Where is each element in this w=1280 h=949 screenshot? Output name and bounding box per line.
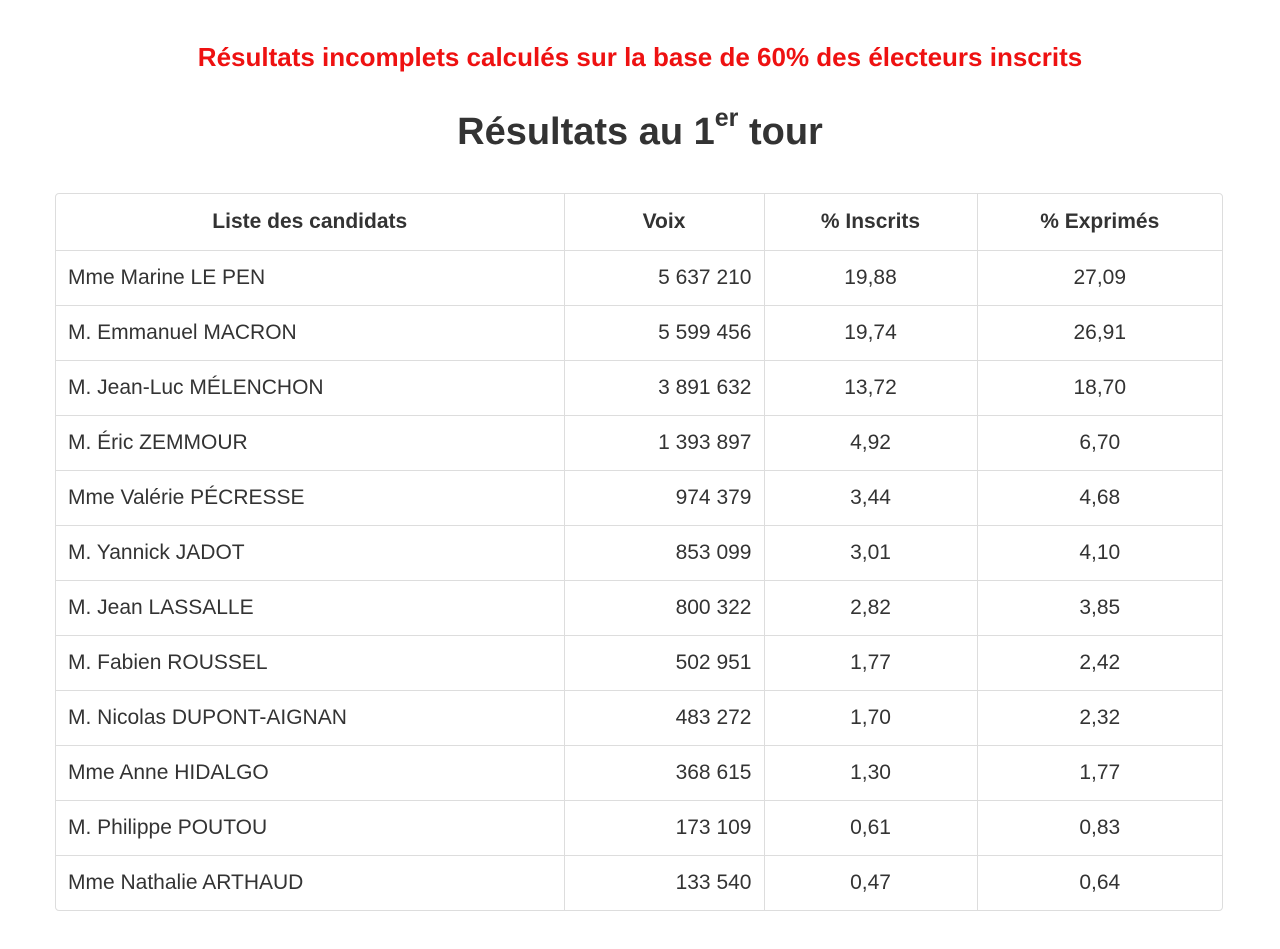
incomplete-results-warning: Résultats incomplets calculés sur la base de 60% des électeurs inscrits — [197, 42, 1083, 72]
votes-count: 3 891 632 — [564, 360, 764, 415]
table-row — [56, 470, 1222, 525]
votes-count: 5 637 210 — [564, 250, 764, 305]
table-row — [56, 800, 1222, 855]
percent-cast: 4,10 — [977, 525, 1222, 580]
candidate-name: M. Éric ZEMMOUR — [56, 415, 564, 470]
table-row — [56, 415, 1222, 470]
percent-registered: 0,61 — [764, 800, 977, 855]
votes-count: 1 393 897 — [564, 415, 764, 470]
candidate-name: M. Emmanuel MACRON — [56, 305, 564, 360]
table-row — [56, 360, 1222, 415]
candidate-name: M. Jean-Luc MÉLENCHON — [56, 360, 564, 415]
candidate-name: Mme Nathalie ARTHAUD — [56, 855, 564, 910]
votes-count: 483 272 — [564, 690, 764, 745]
page-title-main: Résultats au 1 — [457, 111, 715, 153]
votes-count: 5 599 456 — [564, 305, 764, 360]
percent-cast: 2,42 — [977, 635, 1222, 690]
header-candidates: Liste des candidats — [212, 209, 408, 233]
percent-cast: 3,85 — [977, 580, 1222, 635]
percent-registered: 2,82 — [764, 580, 977, 635]
page-title — [0, 104, 1280, 156]
table-row — [56, 580, 1222, 635]
percent-cast: 2,32 — [977, 690, 1222, 745]
results-table-header — [56, 194, 1222, 250]
percent-cast: 1,77 — [977, 745, 1222, 800]
candidate-name: Mme Anne HIDALGO — [56, 745, 564, 800]
table-row — [56, 635, 1222, 690]
votes-count: 368 615 — [564, 745, 764, 800]
percent-registered: 0,47 — [764, 855, 977, 910]
percent-cast: 26,91 — [977, 305, 1222, 360]
percent-registered: 1,70 — [764, 690, 977, 745]
results-table-body — [56, 250, 1222, 910]
table-row — [56, 690, 1222, 745]
candidate-name: M. Fabien ROUSSEL — [56, 635, 564, 690]
percent-cast: 0,64 — [977, 855, 1222, 910]
table-row — [56, 525, 1222, 580]
votes-count: 800 322 — [564, 580, 764, 635]
table-row — [56, 855, 1222, 910]
votes-count: 853 099 — [564, 525, 764, 580]
votes-count: 173 109 — [564, 800, 764, 855]
percent-registered: 4,92 — [764, 415, 977, 470]
candidate-name: Mme Valérie PÉCRESSE — [56, 470, 564, 525]
percent-registered: 3,01 — [764, 525, 977, 580]
votes-count: 502 951 — [564, 635, 764, 690]
candidate-name: Mme Marine LE PEN — [56, 250, 564, 305]
percent-cast: 6,70 — [977, 415, 1222, 470]
percent-cast: 18,70 — [977, 360, 1222, 415]
candidate-name: M. Nicolas DUPONT-AIGNAN — [56, 690, 564, 745]
candidate-name: M. Jean LASSALLE — [56, 580, 564, 635]
table-row — [56, 250, 1222, 305]
percent-registered: 3,44 — [764, 470, 977, 525]
votes-count: 974 379 — [564, 470, 764, 525]
percent-cast: 4,68 — [977, 470, 1222, 525]
header-percent-cast: % Exprimés — [977, 194, 1222, 250]
results-table — [56, 194, 1222, 910]
header-percent-registered: % Inscrits — [764, 194, 977, 250]
percent-cast: 27,09 — [977, 250, 1222, 305]
header-row — [56, 194, 1222, 250]
page-title-ordinal-suffix: er — [714, 104, 739, 133]
header-votes: Voix — [564, 194, 764, 250]
percent-registered: 19,88 — [764, 250, 977, 305]
votes-count: 133 540 — [564, 855, 764, 910]
table-row — [56, 305, 1222, 360]
percent-registered: 13,72 — [764, 360, 977, 415]
page-title-rest: tour — [738, 111, 823, 153]
percent-registered: 1,77 — [764, 635, 977, 690]
candidate-name: M. Philippe POUTOU — [56, 800, 564, 855]
percent-registered: 19,74 — [764, 305, 977, 360]
percent-cast: 0,83 — [977, 800, 1222, 855]
table-row — [56, 745, 1222, 800]
results-table-container — [55, 193, 1223, 911]
candidate-name: M. Yannick JADOT — [56, 525, 564, 580]
percent-registered: 1,30 — [764, 745, 977, 800]
